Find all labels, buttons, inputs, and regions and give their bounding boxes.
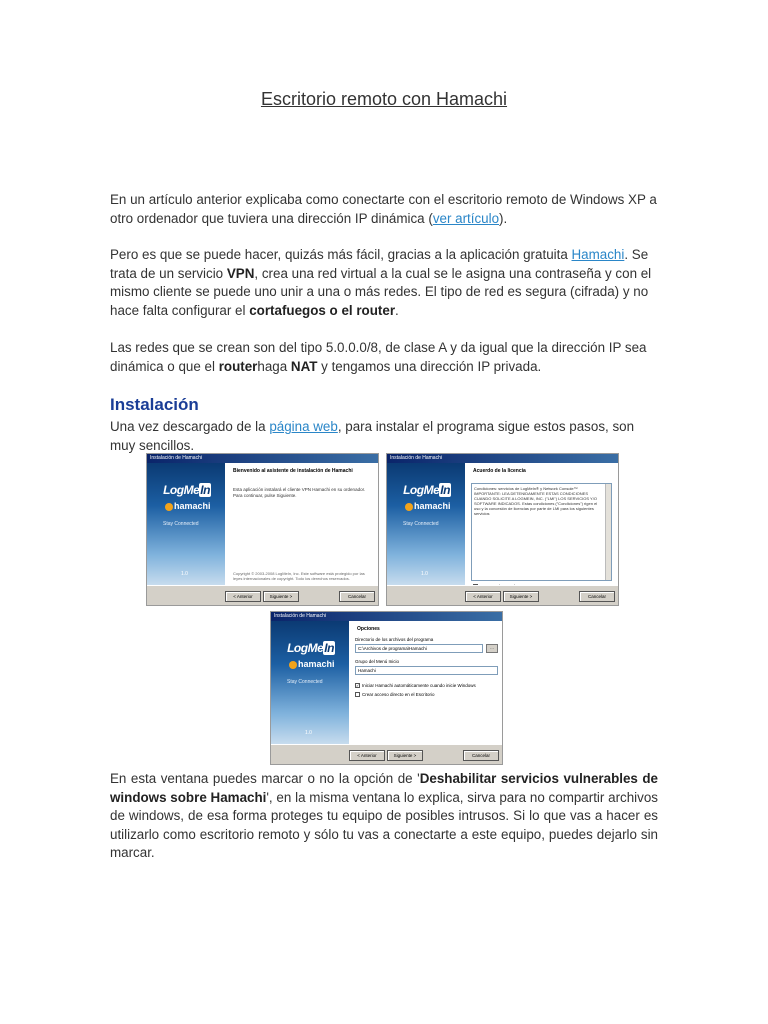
hamachi-text-1: Pero es que se puede hacer, quizás más fácil, gracias a la aplicación gratuita [110, 247, 572, 262]
cancel-button[interactable]: Cancelar [579, 591, 615, 602]
options-text-2: ', en la misma ventana lo explica, sirva para no compartir archivos de windows, de esa forma proteges tu equipo de posibles intrusos. Si lo que vas a hacer es utilizarlo como escritorio remoto y sólo tu vas a conectarte a este equipo, puedes dejarlo sin marcar. [110, 789, 658, 860]
logmein-logo: LogMeIn [287, 641, 334, 655]
license-text: Condiciones: servicios de LogMeIn® y Network Console™ IMPORTANTE: LEA DETENIDAMENTE ESTAS CONDICIONES CUANDO SOLICITE A LOGMEIN, INC. ("LMI") LOS SERVICIOS Y/O SOFTWARE INDICADOS. Estas condiciones ("Condiciones") rigen el uso y la concesión de licencias por parte de LMI para los siguientes servicios [474, 486, 598, 516]
install-text-2: , para instalar el programa sigue estos pasos, son muy sencillos. [110, 419, 635, 453]
license-heading: Acuerdo de la licencia [473, 468, 526, 474]
group-label: Grupo del Menú Inicio [355, 659, 400, 664]
network-text-3: y tengamos una dirección IP privada. [317, 358, 542, 374]
options-text-1: En esta ventana puedes marcar o no la opción de ' [110, 771, 420, 786]
installer-footer [147, 585, 378, 605]
installer-sidebar [147, 463, 225, 585]
browse-button[interactable]: ... [486, 644, 498, 653]
disable-services-bold: Deshabilitar servicios vulnerables de windows sobre Hamachi [110, 771, 659, 805]
installer-content [225, 463, 378, 585]
stay-connected-label: Stay Connected [403, 521, 439, 527]
group-input[interactable]: Hamachi [355, 666, 498, 675]
version-label: 1.0 [181, 571, 188, 577]
window-title: Instalación de Hamachi [271, 612, 502, 621]
dir-label: Directorio de los archivos del programa [355, 637, 434, 642]
firewall-bold: cortafuegos o el router [249, 302, 396, 318]
next-button[interactable]: Siguiente > [263, 591, 299, 602]
ver-articulo-link[interactable]: ver artículo [432, 210, 500, 226]
hamachi-text-2: . Se trata de un servicio [110, 247, 649, 281]
version-label: 1.0 [305, 730, 312, 736]
window-title: Instalación de Hamachi [147, 454, 378, 463]
stay-connected-label: Stay Connected [163, 521, 199, 527]
version-label: 1.0 [421, 571, 428, 577]
hamachi-dot-icon [405, 503, 413, 511]
installer-sidebar [271, 621, 349, 744]
intro-paragraph [110, 191, 658, 228]
options-heading: Opciones [357, 626, 380, 632]
nat-bold: NAT [290, 358, 318, 374]
installer-sidebar [387, 463, 465, 585]
copyright-text: Copyright © 2003-2008 LogMeIn, Inc. Este software está protegido por las leyes internacionales de copyright. Todo los derechos reservados. [233, 571, 365, 581]
installer-options-screenshot [270, 611, 503, 765]
welcome-text: Esta aplicación instalará el cliente VPN Hamachi en su ordenador. Para continuar, pulse Siguiente. [233, 487, 366, 498]
intro-text-1: En un artículo anterior explicaba como conectarte con el escritorio remoto de Windows XP a otro ordenador que tuviera una dirección IP dinámica ( [110, 192, 657, 226]
section-heading-instalacion: Instalación [110, 395, 199, 414]
back-button[interactable]: < Anterior [465, 591, 501, 602]
install-paragraph [110, 418, 658, 455]
installer-content [349, 621, 502, 744]
autostart-checkbox-row[interactable] [355, 683, 476, 688]
hamachi-text-3: , crea una red virtual a la cual se le asigna una contraseña y con el mismo cliente se puede uno unir a una o más redes. El tipo de red es segura (cifrada) y no hace falta configurar el [110, 265, 652, 318]
hamachi-logo: hamachi [289, 659, 335, 669]
next-button[interactable]: Siguiente > [387, 750, 423, 761]
network-paragraph [110, 339, 658, 376]
license-scrollbar[interactable] [605, 484, 611, 580]
back-button[interactable]: < Anterior [349, 750, 385, 761]
welcome-heading: Bienvenido al asistente de instalación de Hamachi [233, 468, 353, 474]
page-title: Escritorio remoto con Hamachi [260, 89, 508, 109]
dir-input[interactable]: C:\Archivos de programa\Hamachi [355, 644, 483, 653]
logmein-logo: LogMeIn [163, 483, 210, 497]
installer-welcome-screenshot [146, 453, 379, 606]
hamachi-logo: hamachi [165, 501, 211, 511]
desktop-shortcut-checkbox-row[interactable] [355, 692, 435, 697]
license-textbox[interactable] [471, 483, 612, 581]
cancel-button[interactable]: Cancelar [339, 591, 375, 602]
checkbox-checked-icon[interactable]: ✓ [356, 683, 360, 689]
logmein-logo: LogMeIn [403, 483, 450, 497]
router-bold: router [218, 358, 258, 374]
installer-footer [271, 744, 502, 764]
window-title: Instalación de Hamachi [387, 454, 618, 463]
hamachi-paragraph [110, 246, 658, 320]
hamachi-logo: hamachi [405, 501, 451, 511]
cancel-button[interactable]: Cancelar [463, 750, 499, 761]
autostart-label: Iniciar Hamachi automáticamente cuando inicie Windows [362, 683, 476, 688]
hamachi-dot-icon [165, 503, 173, 511]
network-text-1: Las redes que se crean son del tipo 5.0.0.0/8, de clase A y da igual que la dirección IP sea dinámica o que el [110, 340, 647, 374]
stay-connected-label: Stay Connected [287, 679, 323, 685]
options-paragraph [110, 770, 658, 863]
hamachi-link[interactable]: Hamachi [571, 247, 625, 262]
network-text-2: haga [257, 358, 291, 374]
installer-content [465, 463, 618, 585]
hamachi-dot-icon [289, 661, 297, 669]
install-text-1: Una vez descargado de la [110, 419, 270, 434]
installer-footer [387, 585, 618, 605]
desktop-shortcut-label: Crear acceso directo en el Escritorio [362, 692, 435, 697]
next-button[interactable]: Siguiente > [503, 591, 539, 602]
checkbox-unchecked-icon[interactable] [355, 692, 360, 697]
installer-license-screenshot [386, 453, 619, 606]
back-button[interactable]: < Anterior [225, 591, 261, 602]
hamachi-text-4: . [395, 302, 399, 318]
vpn-bold: VPN [226, 265, 255, 281]
pagina-web-link[interactable]: página web [269, 419, 338, 434]
intro-text-2: ). [499, 210, 508, 226]
